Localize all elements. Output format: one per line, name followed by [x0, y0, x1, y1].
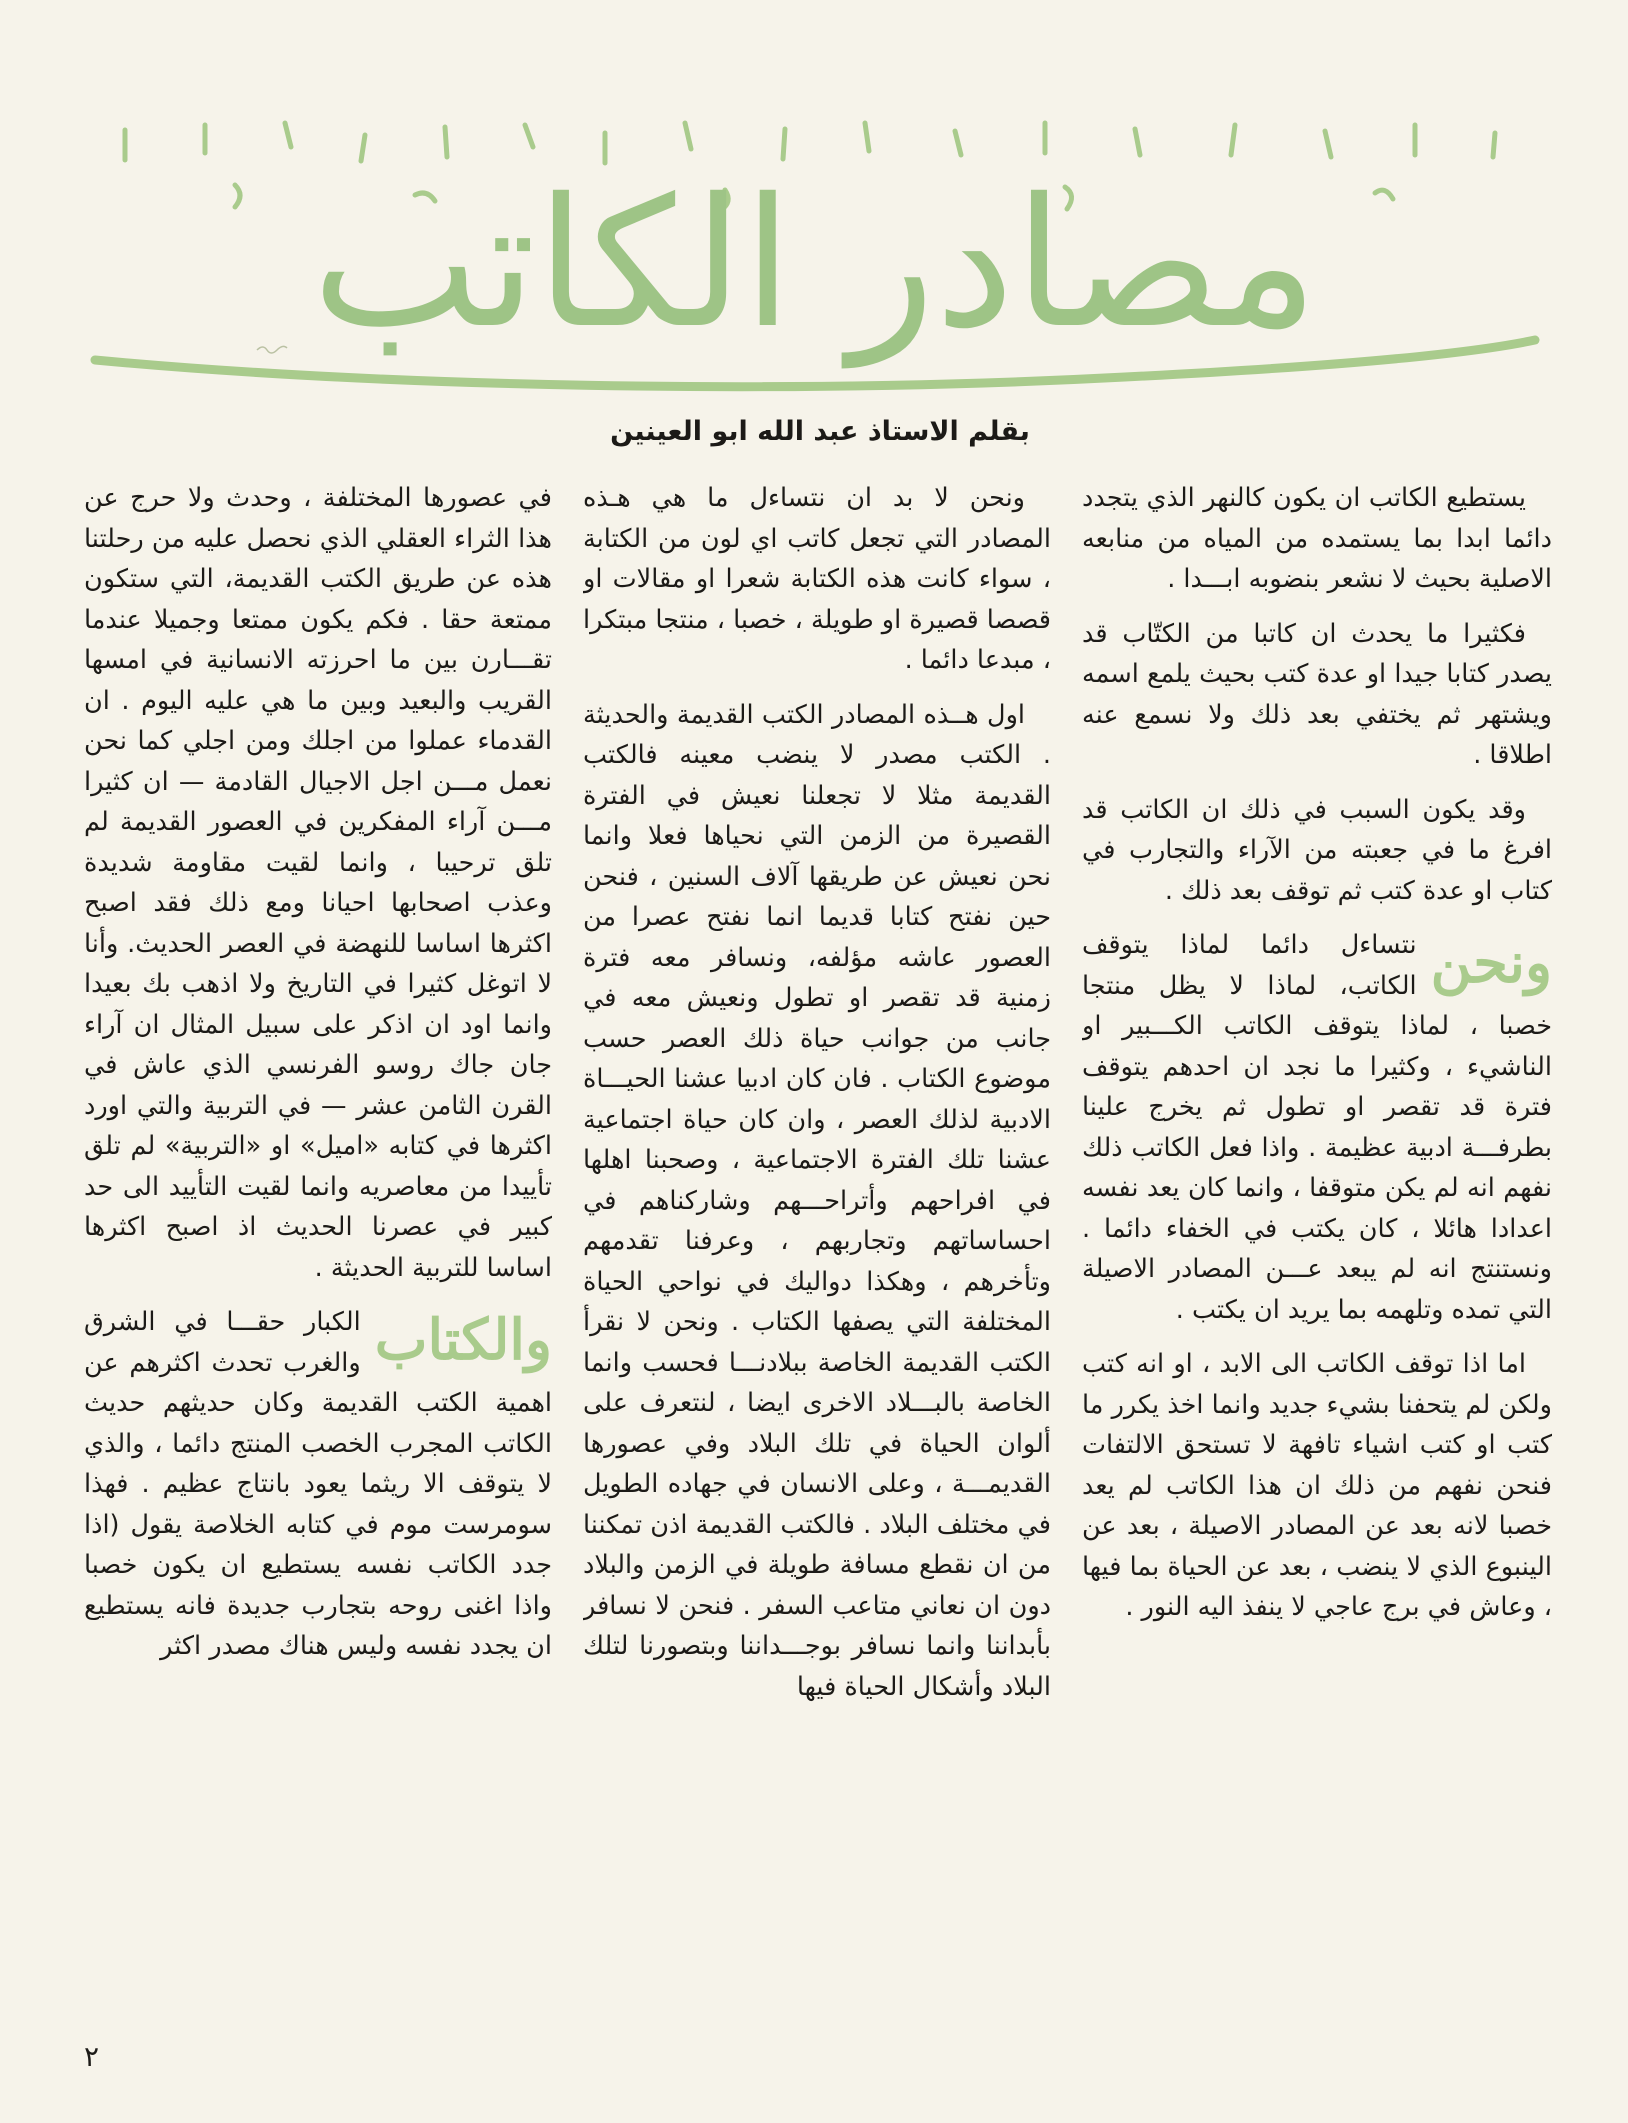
- paragraph: فكثيرا ما يحدث ان كاتبا من الكتّاب قد يصدر كتابا جيدا او عدة كتب بحيث يلمع اسمه ويشتهر ثم يختفي بعد ذلك ولا نسمع عنه اطلاقا .: [1082, 618, 1552, 770]
- dropcap-heading: والكتاب: [374, 1307, 552, 1373]
- paragraph-with-dropcap: [1082, 925, 1552, 1330]
- paragraph: اما اذا توقف الكاتب الى الابد ، او انه كتب ولكن لم يتحفنا بشيء جديد وانما اخذ يكرر ما كتب او كتب اشياء تافهة لا تستحق الالتفات فنحن نفهم من ذلك ان هذا الكاتب لم يعد خصبا لانه بعد عن المصادر الاصيلة ، بعد عن الينبوع الذي لا ينضب ، بعد عن الحياة بما فيها ، وعاش في برج عاجي لا ينفذ اليه النور .: [1082, 1349, 1552, 1622]
- title-area: [85, 105, 1545, 405]
- paragraph: اول هــذه المصادر الكتب القديمة والحديثة . الكتب مصدر لا ينضب معينه فالكتب القديمة مثلا لا تجعلنا نعيش في الفترة القصيرة من الزمن التي نحياها فعلا وانما نحن نعيش عن طريقها آلاف السنين ، فنحن حين نفتح كتابا قديما انما نفتح عصرا من العصور عاشه مؤلفه، ونسافر معه فترة زمنية قد تقصر او تطول ونعيش معه في جانب من جوانب حياة ذلك العصر حسب موضوع الكتاب . فان كان ادبيا عشنا الحيـــاة الادبية لذلك العصر ، وان كان حياة اجتماعية عشنا تلك الفترة الاجتماعية ، وصحبنا اهلها في افراحهم وأتراحـــهم وشاركناهم في احساساتهم وتجاربهم ، وعرفنا تقدمهم وتأخرهم ، وهكذا دواليك في نواحي الحياة المختلفة التي يصفها الكتاب . ونحن لا نقرأ الكتب القديمة الخاصة ببلادنـــا فحسب وانما الخاصة بالبـــلاد الاخرى ايضا ، لنتعرف على ألوان الحياة في تلك البلاد وفي عصورها القديمـــة ، وعلى الانسان في جهاده الطويل في مختلف البلاد . فالكتب القديمة اذن تمكننا من ان نقطع مسافة طويلة في الزمن والبلاد دون ان نعاني متاعب السفر . فنحن لا نسافر بأبداننا وانما نسافر بوجـــداننا وبتصورنا لتلك البلاد وأشكال الحياة فيها: [583, 699, 1051, 1702]
- paragraph-text: نتساءل دائما لماذا يتوقف الكاتب، لماذا لا يظل منتجا خصبا ، لماذا يتوقف الكاتب الكـــبير او الناشيء ، وكثيرا ما نجد ان احدهم يتوقف فترة قد تقصر او تطول ثم يخرج علينا بطرفـــة ادبية عظيمة . واذا فعل الكاتب ذلك نفهم انه لم يكن متوقفا ، وانما كان يعد نفسه اعدادا هائلا ، كان يكتب في الخفاء دائما . ونستنتج انه لم يبعد عـــن المصادر الاصيلة التي تمده وتلهمه بما يريد ان يكتب .: [1082, 930, 1552, 1325]
- paragraph-text: الكبار حقـــا في الشرق والغرب تحدث اكثرهم عن اهمية الكتب القديمة وكان حديثهم حديث الكاتب المجرب الخصب المنتج دائما ، والذي لا يتوقف الا ريثما يعود بانتاج عظيم . فهذا سومرست موم في كتابه الخلاصة يقول (اذا جدد الكاتب نفسه يستطيع ان يكون خصبا واذا اغنى روحه بتجارب جديدة فانه يستطيع ان يجدد نفسه وليس هناك مصدر اكثر: [84, 1307, 552, 1661]
- page-number: ٢: [84, 2040, 100, 2073]
- paragraph: يستطيع الكاتب ان يكون كالنهر الذي يتجدد دائما ابدا بما يستمده من المياه من منابعه الاصلية بحيث لا نشعر بنضوبه ابـــدا .: [1082, 483, 1552, 594]
- column-left: [84, 478, 552, 1993]
- author-byline: بقلم الاستاذ عبد الله ابو العينين: [610, 416, 1030, 447]
- paragraph: في عصورها المختلفة ، وحدث ولا حرج عن هذا الثراء العقلي الذي نحصل عليه من رحلتنا هذه عن طريق الكتب القديمة، التي ستكون ممتعة حقا . فكم يكون ممتعا وجميلا عندما تقـــارن بين ما احرزته الانسانية في امسها القريب والبعيد وبين ما هي عليه اليوم . ان القدماء عملوا من اجلك ومن اجلي كما نحن نعمل مـــن اجل الاجيال القادمة — ان كثيرا مـــن آراء المفكرين في العصور القديمة لم تلق ترحيبا ، وانما لقيت مقاومة شديدة وعذب اصحابها احيانا ومع ذلك فقد اصبح اكثرها اساسا للنهضة في العصر الحديث. وأنا لا اتوغل كثيرا في التاريخ ولا اذهب بك بعيدا وانما اود ان اذكر على سبيل المثال ان آراء جان جاك روسو الفرنسي الذي عاش في القرن الثامن عشر — في التربية والتي اورد اكثرها في كتابه «اميل» او «التربية» لم تلق تأييدا من معاصريه وانما لقيت التأييد الى حد كبير في عصرنا الحديث اذ اصبح اكثرها اساسا للتربية الحديثة .: [84, 483, 552, 1283]
- dropcap-heading: ونحن: [1430, 930, 1552, 996]
- calligrapher-signature: [255, 342, 289, 354]
- column-right: [1082, 478, 1552, 1993]
- column-middle: [583, 478, 1051, 1993]
- paragraph: ونحن لا بد ان نتساءل ما هي هـذه المصادر التي تجعل كاتب اي لون من الكتابة ، سواء كانت هذه الكتابة شعرا او مقالات او قصصا قصيرة او طويلة ، خصبا ، منتجا مبتكرا ، مبدعا دائما .: [583, 483, 1051, 675]
- article-title: مصادر الكاتب: [311, 160, 1319, 367]
- paragraph-with-dropcap: [84, 1302, 552, 1667]
- paragraph: وقد يكون السبب في ذلك ان الكاتب قد افرغ ما في جعبته من الآراء والتجارب في كتاب او عدة كتب ثم توقف بعد ذلك .: [1082, 794, 1552, 906]
